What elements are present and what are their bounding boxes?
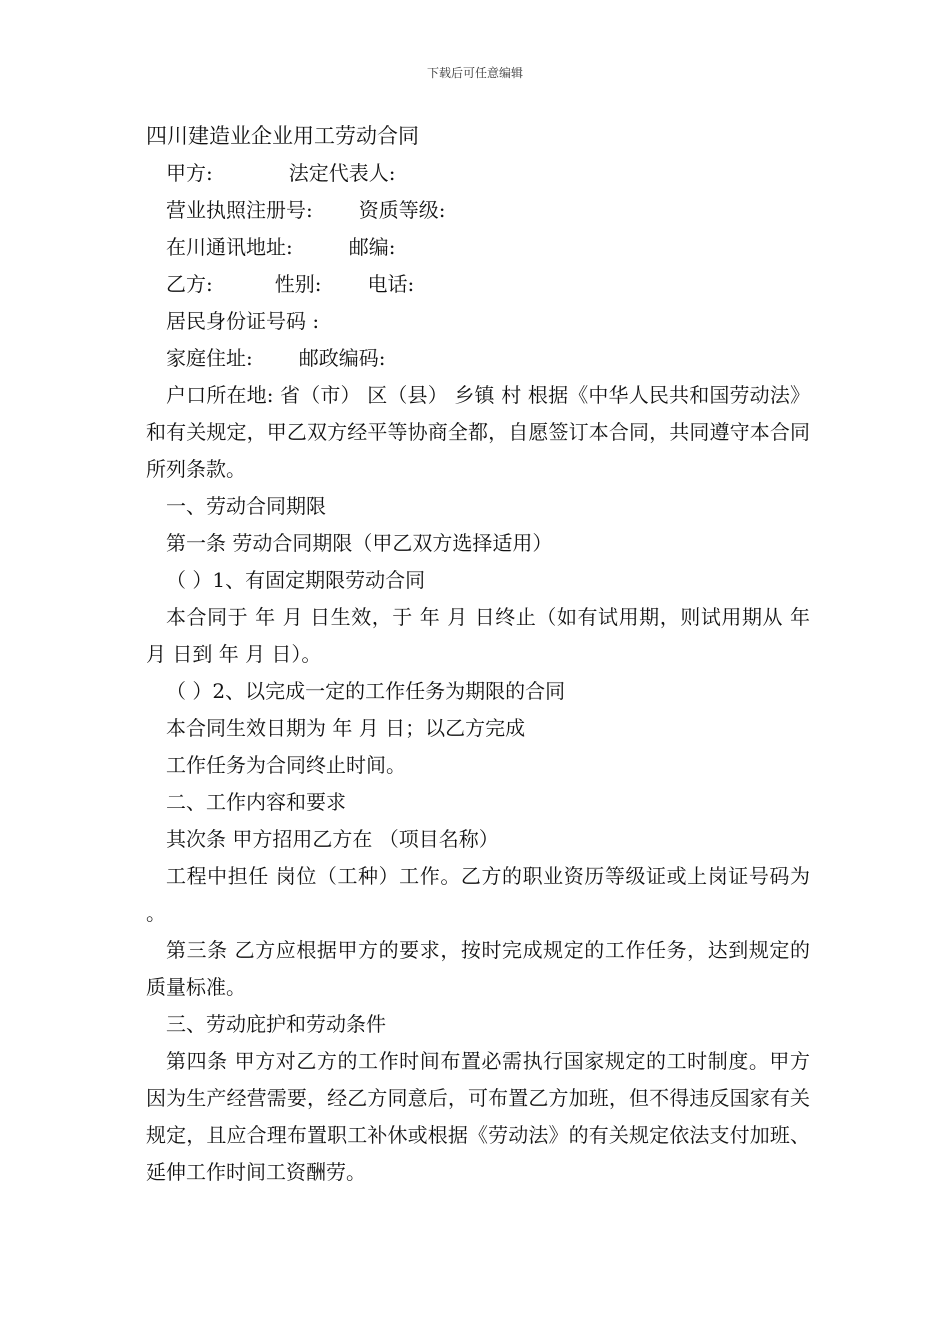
address-line [146, 229, 810, 266]
section-1-heading: 一、劳动合同期限 [166, 494, 326, 518]
home-address-line [146, 340, 810, 377]
party-a-line [146, 155, 810, 192]
license-line [146, 192, 810, 229]
id-no-label: 居民身份证号码 : [166, 309, 320, 333]
gender-label: 性别: [274, 272, 322, 296]
section-2-heading: 二、工作内容和要求 [166, 790, 346, 814]
phone-label: 电话: [367, 272, 415, 296]
option-1: （ ）1、有固定期限劳动合同 [166, 568, 426, 592]
option-2-text-2: 工作任务为合同终止时间。 [166, 753, 406, 777]
option-2-text-1: 本合同生效日期为 年 月 日；以乙方完成 [166, 716, 526, 740]
home-address-label: 家庭住址: [166, 346, 253, 370]
party-b-label: 乙方: [166, 272, 213, 296]
address-label: 在川通讯地址: [166, 235, 293, 259]
party-a-label: 甲方: [166, 161, 213, 185]
legal-rep-label: 法定代表人: [288, 161, 396, 185]
document-body [146, 118, 810, 1191]
article-1: 第一条 劳动合同期限（甲乙双方选择适用） [166, 531, 553, 555]
party-b-line [146, 266, 810, 303]
hukou-paragraph: 户口所在地: 省（市） 区（县） 乡镇 村 根据《中华人民共和国劳动法》和有关规定，甲乙双方经平等协商全都，自愿签订本合同，共同遵守本合同所列条款。 [146, 383, 810, 481]
id-line [146, 303, 810, 340]
postal-code-label: 邮政编码: [298, 346, 386, 370]
option-2: （ ）2、以完成一定的工作任务为期限的合同 [166, 679, 566, 703]
document-title: 四川建造业企业用工劳动合同 [146, 124, 419, 148]
article-2: 其次条 甲方招用乙方在 （项目名称） [166, 827, 499, 851]
qualification-label: 资质等级: [358, 198, 446, 222]
option-1-text: 本合同于 年 月 日生效，于 年 月 日终止（如有试用期，则试用期从 年 月 日到 年 月 日）。 [146, 605, 810, 666]
page-header-note: 下载后可任意编辑 [426, 66, 523, 80]
postcode-label: 邮编: [348, 235, 396, 259]
article-3: 第三条 乙方应根据甲方的要求，按时完成规定的工作任务，达到规定的质量标准。 [146, 938, 810, 999]
article-2-text: 工程中担任 岗位（工种）工作。乙方的职业资历等级证或上岗证号码为 。 [146, 864, 810, 925]
article-4: 第四条 甲方对乙方的工作时间布置必需执行国家规定的工时制度。甲方因为生产经营需要，经乙方同意后，可布置乙方加班，但不得违反国家有关规定，且应合理布置职工补休或根据《劳动法》的有关规定依法支付加班、延伸工作时间工资酬劳。 [146, 1049, 810, 1184]
license-no-label: 营业执照注册号: [166, 198, 313, 222]
section-3-heading: 三、劳动庇护和劳动条件 [166, 1012, 386, 1036]
